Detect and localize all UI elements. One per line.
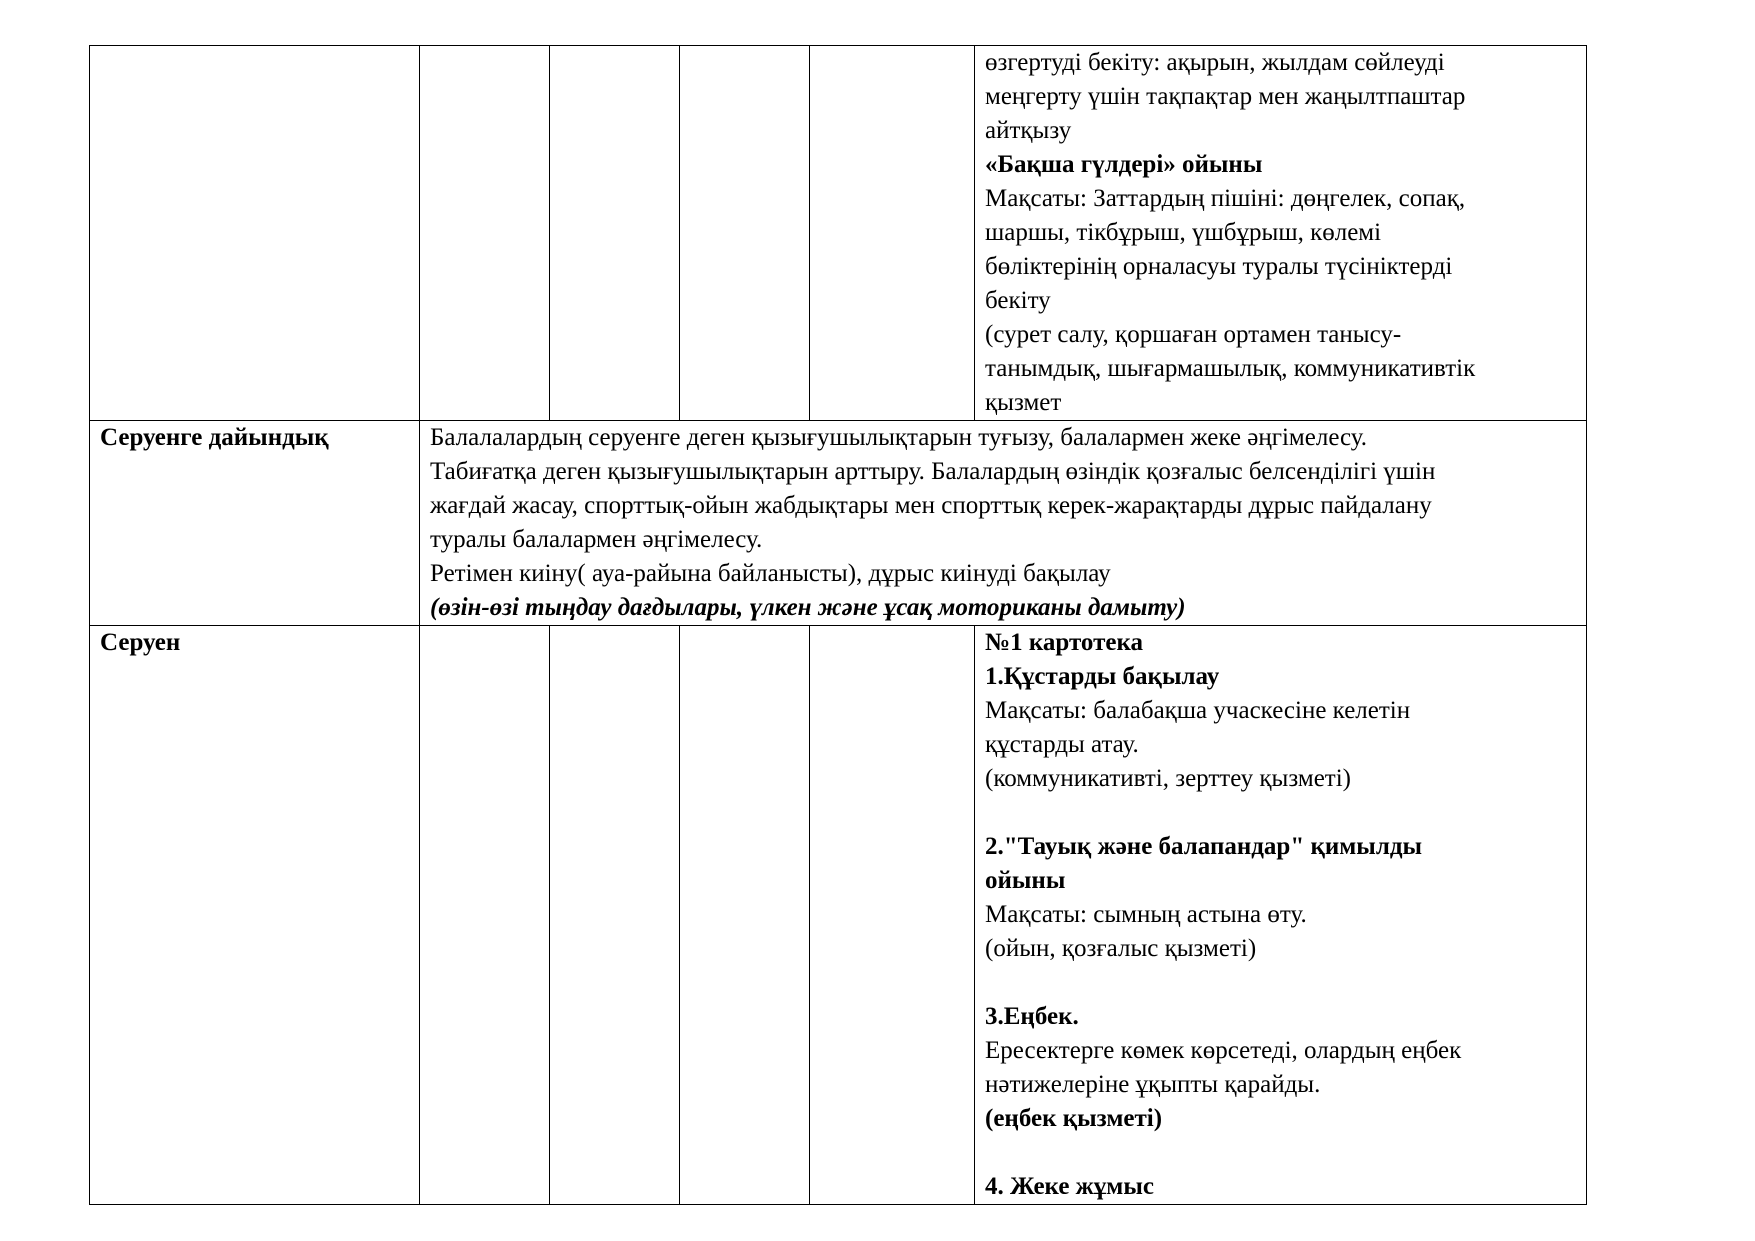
day-cell	[680, 626, 810, 1205]
row-label-walk: Серуен	[90, 626, 420, 1205]
text-line: Ретімен киіну( ауа-райына байланысты), дұрыс киінуді бақылау	[430, 560, 1111, 587]
text-line: бөліктерінің орналасуы туралы түсініктерді	[985, 253, 1453, 280]
day-cell	[550, 626, 680, 1205]
text-line: (еңбек қызметі)	[985, 1105, 1163, 1132]
preparation-text-cell	[420, 421, 1587, 626]
text-line: бекіту	[985, 287, 1051, 314]
activity-cell	[975, 46, 1587, 421]
text-line: меңгерту үшін тақпақтар мен жаңылтпаштар	[985, 83, 1466, 110]
text-line: Ересектерге көмек көрсетеді, олардың еңбек	[985, 1037, 1462, 1064]
row-label-cell	[90, 46, 420, 421]
text-line: Балалалардың серуенге деген қызығушылықтарын туғызу, балалармен жеке әңгімелесу.	[430, 424, 1368, 451]
blank-line	[985, 966, 1586, 1000]
text-line: Мақсаты: сымның астына өту.	[985, 901, 1307, 928]
day-cell	[550, 46, 680, 421]
text-line: қызмет	[985, 389, 1062, 416]
walk-activity-cell	[975, 626, 1587, 1205]
text-line: (ойын, қозғалыс қызметі)	[985, 935, 1257, 962]
blank-line	[985, 1136, 1586, 1170]
day-cell	[420, 46, 550, 421]
schedule-table	[89, 45, 1587, 1205]
table-row-walk	[90, 626, 1587, 1205]
text-line: Мақсаты: Заттардың пішіні: дөңгелек, сопақ,	[985, 185, 1466, 212]
day-cell	[680, 46, 810, 421]
text-line: нәтижелеріне ұқыпты қарайды.	[985, 1071, 1321, 1098]
row-label-preparation: Серуенге дайындық	[90, 421, 420, 626]
text-line: құстарды атау.	[985, 731, 1139, 758]
text-line: 3.Еңбек.	[985, 1003, 1079, 1030]
text-line: Табиғатқа деген қызығушылықтарын арттыру. Балалардың өзіндік қозғалыс белсенділігі үшін	[430, 458, 1436, 485]
table-row-continuation	[90, 46, 1587, 421]
text-line: танымдық, шығармашылық, коммуникативтік	[985, 355, 1476, 382]
text-line: 2."Тауық және балапандар" қимылды	[985, 833, 1423, 860]
text-line: жағдай жасау, спорттық-ойын жабдықтары мен спорттық керек-жарақтарды дұрыс пайдалану	[430, 492, 1432, 519]
text-line: (коммуникативті, зерттеу қызметі)	[985, 765, 1351, 792]
day-cell	[810, 626, 975, 1205]
text-line: №1 картотека	[985, 629, 1143, 656]
table-row-preparation	[90, 421, 1587, 626]
text-line: 1.Құстарды бақылау	[985, 663, 1220, 690]
text-line: айтқызу	[985, 117, 1072, 144]
text-line: шаршы, тікбұрыш, үшбұрыш, көлемі	[985, 219, 1382, 246]
text-line: өзгертуді бекіту: ақырын, жылдам сөйлеуді	[985, 49, 1445, 76]
text-line: (өзін-өзі тыңдау дағдылары, үлкен және ұсақ моториканы дамыту)	[430, 594, 1186, 621]
text-line: Мақсаты: балабақша учаскесіне келетін	[985, 697, 1411, 724]
text-line: 4. Жеке жұмыс	[985, 1173, 1154, 1200]
text-line: (сурет салу, қоршаған ортамен танысу-	[985, 321, 1402, 348]
day-cell	[420, 626, 550, 1205]
text-line: «Бақша гүлдері» ойыны	[985, 151, 1263, 178]
blank-line	[985, 796, 1586, 830]
text-line: ойыны	[985, 867, 1066, 894]
text-line: туралы балалармен әңгімелесу.	[430, 526, 763, 553]
day-cell	[810, 46, 975, 421]
